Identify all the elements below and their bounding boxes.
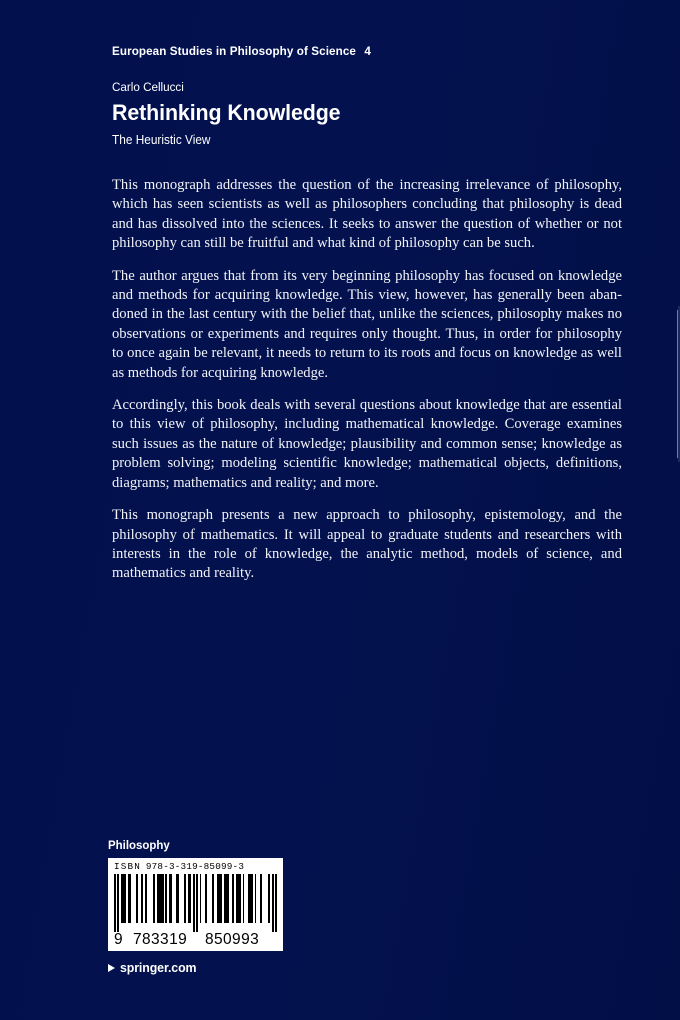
cover-footer <box>108 838 328 975</box>
author-name: Carlo Cellucci <box>112 80 184 94</box>
blurb-paragraph: This monograph addresses the question of the increasing irrelevance of philosophy, which has seen scientists as well as philosophers concluding that philosophy is dead and has dissolved into the sciences. It seeks to answer the question of whether or not philosophy can still be fruitful and what kind of philosophy can be such. <box>112 177 622 252</box>
page-title: Rethinking Knowledge <box>112 100 341 125</box>
isbn-text-line <box>114 862 272 872</box>
blurb-paragraph: Accordingly, this book deals with several questions about knowledge that are essential to this view of philosophy, including mathematical knowledge. Coverage examines such issues as the nature of knowledge; plausibility and common sense; knowledge as problem solving; modeling scientific knowledge; mathematical objects, definitions, diagrams; mathematics and reality; and more. <box>112 397 622 491</box>
blurb-text-block <box>112 176 622 584</box>
barcode-bars <box>114 874 277 932</box>
barcode-digits-middle: 783319 <box>133 931 188 948</box>
cover-header <box>112 44 632 147</box>
subject-category-label: Philosophy <box>108 838 170 852</box>
barcode-digits-right: 850993 <box>205 931 260 948</box>
barcode-digits <box>114 932 277 948</box>
isbn-number: 978-3-319-85099-3 <box>145 861 245 872</box>
play-triangle-icon <box>108 964 115 972</box>
barcode-digit-left: 9 <box>114 931 124 948</box>
isbn-barcode <box>108 858 283 951</box>
series-title: European Studies in Philosophy of Science <box>112 44 356 58</box>
blurb-paragraph: The author argues that from its very beginning philosophy has focused on knowledge and methods for acquiring knowledge. This view, however, has generally been abandoned in the last century with the belief that, unlike the sciences, philosophy makes no observations or experiments and requires only thought. Thus, in order for philosophy to once again be relevant, it needs to return to its roots and focus on knowledge as well as methods for acquiring knowledge. <box>112 267 622 381</box>
book-subtitle: The Heuristic View <box>112 132 211 147</box>
isbn-label: ISBN <box>114 861 142 872</box>
series-line <box>112 44 601 58</box>
springer-url[interactable] <box>108 960 328 975</box>
blurb-paragraph: This monograph presents a new approach to philosophy, epistemology, and the philosophy of mathematics. It will appeal to graduate students and researchers with interests in the role of knowledge, the analytic method, models of science, and mathematics and reality. <box>112 507 622 582</box>
series-number: 4 <box>364 44 371 58</box>
springer-url-text: springer.com <box>120 960 197 975</box>
spine-edge-line <box>677 310 678 458</box>
